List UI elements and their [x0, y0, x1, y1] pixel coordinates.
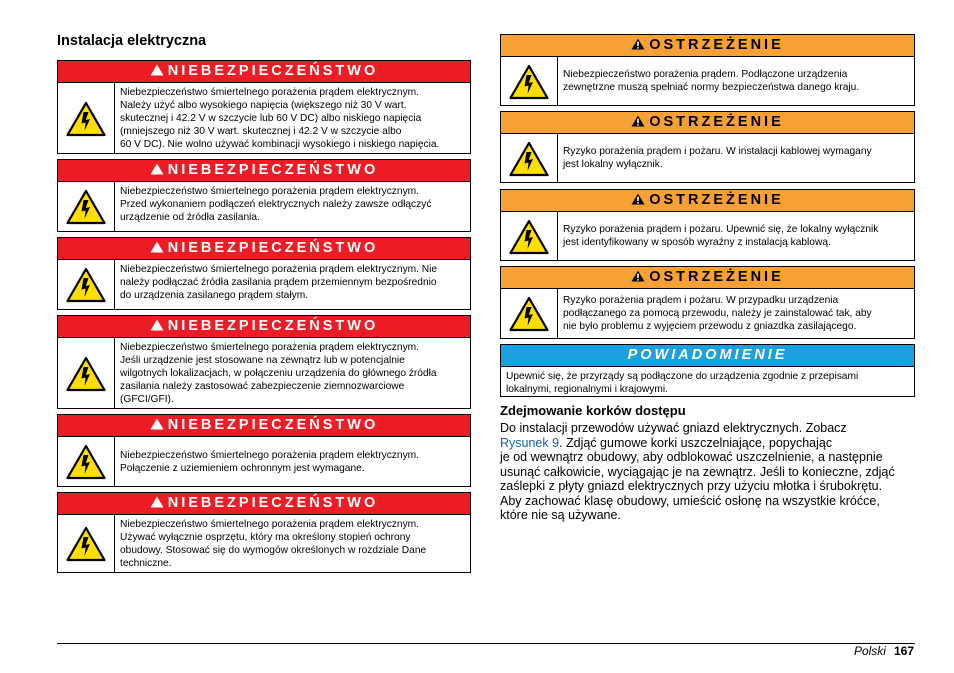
electrical-shock-hazard-icon	[501, 289, 558, 339]
electrical-shock-hazard-icon	[58, 83, 115, 154]
warning-triangle-icon	[631, 36, 645, 57]
danger-header: NIEBEZPIECZEŃSTWO	[58, 61, 470, 83]
danger-box-disconnect-power	[57, 159, 471, 232]
warning-triangle-icon	[150, 416, 164, 437]
figure-9-link[interactable]: Rysunek 9	[500, 435, 560, 450]
footer-divider	[57, 643, 915, 644]
danger-box-ac-dc	[57, 237, 471, 310]
danger-box-gfci	[57, 315, 471, 409]
danger-header: NIEBEZPIECZEŃSTWO	[58, 493, 470, 515]
danger-text: Niebezpieczeństwo śmiertelnego porażenia prądem elektrycznym. Jeśli urządzenie jest stosowane na zewnątrz lub w potencjalnie wilgotnych lokalizacjach, w połączeniu urządzenia do głównego źródła zasilania należy zastosować zabezpieczenie ziemnozwarciowe (GFCI/GFI).	[120, 342, 437, 405]
page-number: 167	[893, 644, 914, 658]
electrical-shock-hazard-icon	[58, 515, 115, 573]
warning-header: OSTRZEŻENIE	[501, 267, 914, 289]
warning-text: Ryzyko porażenia prądem i pożaru. W instalacji kablowej wymagany jest lokalny wyłącznik.	[563, 146, 872, 170]
footer-language: Polski	[853, 644, 886, 658]
warning-triangle-icon	[150, 161, 164, 182]
warning-triangle-icon	[631, 268, 645, 289]
warning-triangle-icon	[631, 191, 645, 212]
electrical-shock-hazard-icon	[58, 182, 115, 232]
danger-header: NIEBEZPIECZEŃSTWO	[58, 238, 470, 260]
warning-box-cord-connected	[500, 266, 915, 339]
danger-text: Niebezpieczeństwo śmiertelnego porażenia prądem elektrycznym. Należy użyć albo wysokiego napięcia (większego niż 30 V wart. skutecznej i 42.2 V w szczycie lub 60 V DC) albo niskiego napięcia (mniejszego niż 30 V wart. skutecznej i 42.2 V w szczycie albo 60 V DC). Nie wolno używać kombinacji wysokiego i niskiego napięcia.	[120, 87, 440, 150]
danger-box-enclosure	[57, 492, 471, 573]
section-heading-electrical-installation: Instalacja elektryczna	[57, 33, 207, 49]
danger-text: Niebezpieczeństwo śmiertelnego porażenia prądem elektrycznym. Przed wykonaniem podłączeń elektrycznych należy zawsze odłączyć urządzenie od źródła zasilania.	[120, 186, 432, 223]
danger-box-voltage	[57, 60, 471, 154]
notice-text: Upewnić się, że przyrządy są podłączone do urządzenia zgodnie z przepisami lokalnymi, regionalnymi i krajowymi.	[506, 371, 859, 395]
warning-header: OSTRZEŻENIE	[501, 190, 914, 212]
electrical-shock-hazard-icon	[58, 338, 115, 409]
electrical-shock-hazard-icon	[58, 260, 115, 310]
danger-header: NIEBEZPIECZEŃSTWO	[58, 316, 470, 338]
warning-triangle-icon	[150, 239, 164, 260]
electrical-shock-hazard-icon	[501, 134, 558, 183]
danger-text: Niebezpieczeństwo śmiertelnego porażenia prądem elektrycznym. Połączenie z uziemieniem ochronnym jest wymagane.	[120, 449, 419, 474]
warning-header: OSTRZEŻENIE	[501, 35, 914, 57]
warning-text: Ryzyko porażenia prądem i pożaru. Upewnić się, że lokalny wyłącznik jest identyfikowany w sposób wyraźny z instalacją kablową.	[563, 224, 879, 248]
danger-header: NIEBEZPIECZEŃSTWO	[58, 160, 470, 182]
notice-box-regulations	[500, 344, 915, 397]
warning-text: Ryzyko porażenia prądem i pożaru. W przypadku urządzenia podłączanego za pomocą przewodu, należy je zainstalować tak, aby nie było problemu z wyjęciem przewodu z gniazdka zasilającego.	[563, 295, 872, 332]
electrical-shock-hazard-icon	[501, 57, 558, 106]
danger-text: Niebezpieczeństwo śmiertelnego porażenia prądem elektrycznym. Używać wyłącznie osprzętu, który ma określony stopień ochrony obudowy. Stosować się do wymogów określonych w rozdziale Dane techniczne.	[120, 519, 427, 569]
danger-text: Niebezpieczeństwo śmiertelnego porażenia prądem elektrycznym. Nie należy podłączać źródła zasilania prądem przemiennym bezpośrednio do urządzenia zasilanego prądem stałym.	[120, 264, 438, 301]
warning-triangle-icon	[150, 62, 164, 83]
electrical-shock-hazard-icon	[501, 212, 558, 261]
notice-header: POWIADOMIENIE	[501, 345, 914, 367]
warning-text: Niebezpieczeństwo porażenia prądem. Podłączone urządzenia zewnętrzne muszą spełniać normy bezpieczeństwa danego kraju.	[563, 69, 860, 93]
warning-triangle-icon	[631, 113, 645, 134]
access-plugs-paragraph: Do instalacji przewodów używać gniazd elektrycznych. Zobacz Rysunek 9. Zdjąć gumowe korki uszczelniające, popychając je od wewnątrz obudowy, aby odblokować uszczelnienie, a następnie usunąć całkowicie, wyciągając je na zewnątrz. Jeśli to konieczne, zdjąć zaślepki z płyty gniazd elektrycznych przy użyciu młotka i śrubokrętu. Aby zachować klasę obudowy, umieścić osłonę na wszystkie króćce, które nie są używane.	[500, 421, 895, 522]
warning-box-local-switch	[500, 111, 915, 183]
warning-box-switch-identified	[500, 189, 915, 261]
warning-header: OSTRZEŻENIE	[501, 112, 914, 134]
danger-header: NIEBEZPIECZEŃSTWO	[58, 415, 470, 437]
warning-triangle-icon	[150, 494, 164, 515]
danger-box-grounding	[57, 414, 471, 487]
warning-triangle-icon	[150, 317, 164, 338]
warning-box-external-devices	[500, 34, 915, 106]
page-footer	[854, 644, 914, 658]
section-heading-access-plugs: Zdejmowanie korków dostępu	[500, 403, 686, 418]
electrical-shock-hazard-icon	[58, 437, 115, 487]
